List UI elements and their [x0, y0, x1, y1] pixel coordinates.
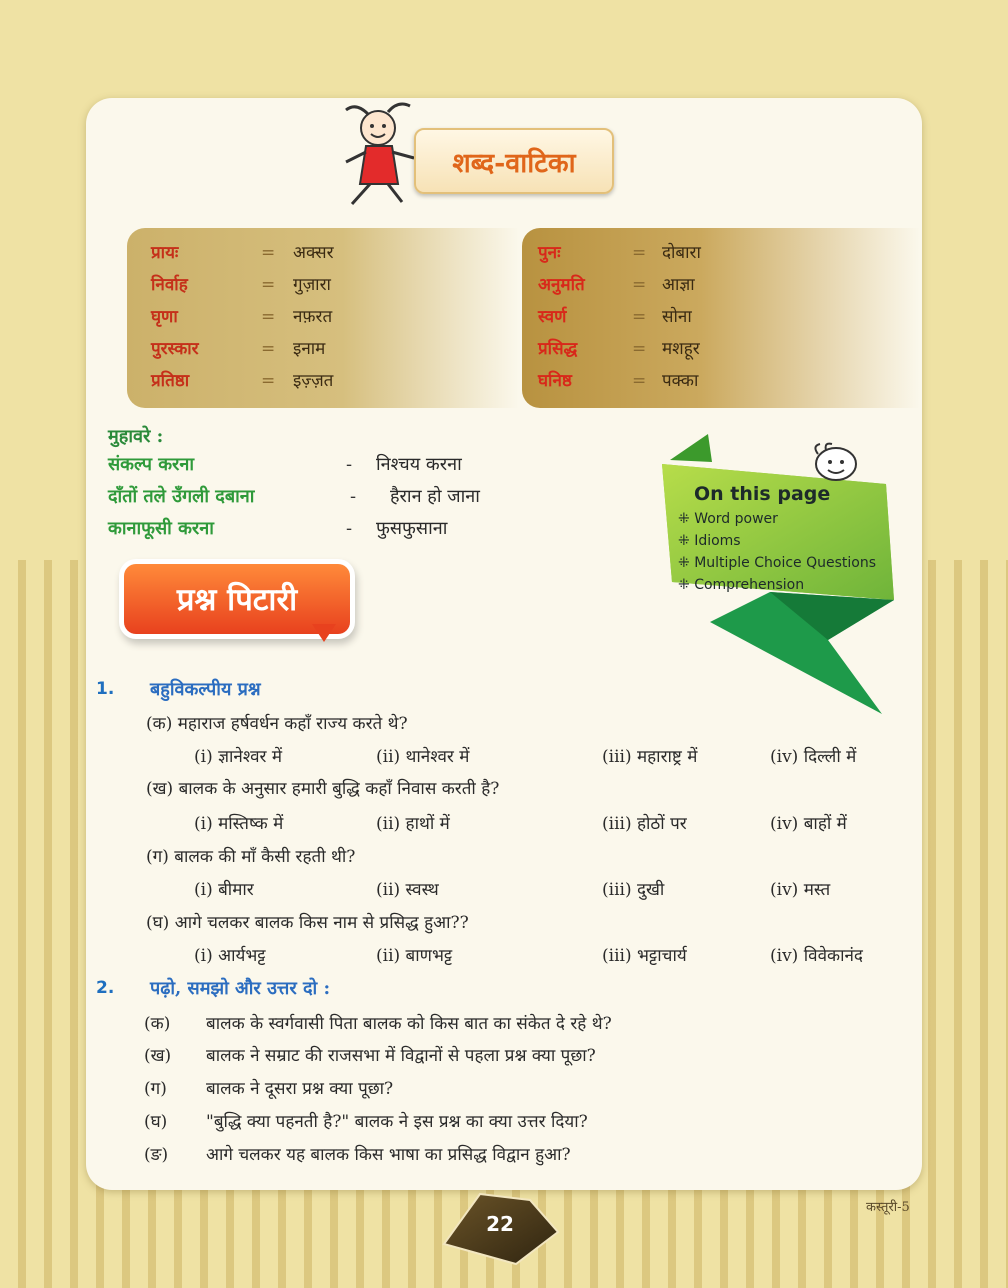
word-row: [538, 366, 898, 396]
banner-tail: [312, 624, 336, 642]
section-title: शब्द-वाटिका: [452, 147, 576, 179]
word-term: घृणा: [151, 307, 178, 327]
section-title-banner: [414, 128, 614, 194]
word-term: प्रसिद्ध: [538, 339, 578, 359]
equals-sign: =: [632, 275, 647, 295]
equals-sign: =: [261, 275, 276, 295]
book-title: कस्तूरी-5: [866, 1200, 910, 1215]
on-this-page-item: ⁜ Word power: [678, 511, 778, 527]
comprehension-question: बालक ने सम्राट की राजसभा में विद्वानों से पहला प्रश्न क्या पूछा?: [206, 1046, 596, 1066]
page-number: 22: [486, 1212, 514, 1236]
word-row: [538, 238, 898, 268]
mcq-question: (ग) बालक की माँ कैसी रहती थी?: [146, 847, 356, 867]
mcq-option: (i) आर्यभट्ट: [194, 946, 266, 966]
idiom-meaning: निश्चय करना: [376, 454, 462, 475]
on-this-page-item-label: Idioms: [694, 533, 741, 549]
word-meaning: सोना: [662, 307, 692, 327]
prashn-pitari-label: प्रश्न पिटारी: [176, 582, 298, 618]
mcq-option: (ii) बाणभट्ट: [376, 946, 453, 966]
mcq-option: (iii) भट्टाचार्य: [602, 946, 687, 966]
mcq-option: (i) ज्ञानेश्वर में: [194, 747, 283, 767]
word-row: [538, 302, 898, 332]
idiom-row: [108, 514, 448, 544]
question-number: 2.: [96, 978, 115, 998]
equals-sign: =: [261, 243, 276, 263]
comprehension-question: "बुद्धि क्या पहनती है?" बालक ने इस प्रश्न का क्या उत्तर दिया?: [206, 1112, 588, 1132]
idiom-row: [108, 450, 462, 480]
equals-sign: =: [261, 307, 276, 327]
mcq-option: (ii) थानेश्वर में: [376, 747, 470, 767]
word-meaning: इज़्ज़त: [293, 371, 334, 391]
mcq-option: (iv) विवेकानंद: [770, 946, 863, 966]
equals-sign: =: [261, 371, 276, 391]
question-mark: (घ): [144, 1112, 168, 1132]
idiom-dash: -: [346, 518, 353, 539]
idioms-heading: मुहावरे :: [108, 426, 164, 447]
word-box-left: [127, 228, 519, 408]
on-this-page-item-label: Comprehension: [694, 577, 805, 593]
on-this-page-item: ⁜ Multiple Choice Questions: [678, 555, 877, 571]
idiom-term: कानाफूसी करना: [108, 518, 214, 539]
idiom-term: संकल्प करना: [108, 454, 195, 475]
on-this-page-item-label: Word power: [694, 511, 778, 527]
word-meaning: दोबारा: [662, 243, 701, 263]
word-meaning: मशहूर: [662, 339, 700, 359]
equals-sign: =: [632, 243, 647, 263]
word-meaning: इनाम: [293, 339, 326, 359]
word-meaning: पक्का: [662, 371, 699, 391]
question-mark: (ङ): [144, 1145, 169, 1165]
word-term: अनुमति: [538, 275, 585, 295]
word-row: [151, 334, 511, 364]
word-term: प्रतिष्ठा: [151, 371, 190, 391]
equals-sign: =: [632, 371, 647, 391]
question-mark: (क): [144, 1014, 171, 1034]
on-this-page-item: ⁜ Comprehension: [678, 577, 805, 593]
equals-sign: =: [261, 339, 276, 359]
idiom-dash: -: [350, 486, 357, 507]
question-mark: (ग): [144, 1079, 167, 1099]
mcq-option: (iii) दुखी: [602, 880, 665, 900]
on-this-page-title: On this page: [694, 483, 831, 505]
word-term: निर्वाह: [151, 275, 188, 295]
comprehension-question: बालक के स्वर्गवासी पिता बालक को किस बात का संकेत दे रहे थे?: [206, 1014, 612, 1034]
mcq-option: (iii) महाराष्ट्र में: [602, 747, 698, 767]
word-term: घनिष्ठ: [538, 371, 572, 391]
word-row: [151, 238, 511, 268]
comprehension-question: बालक ने दूसरा प्रश्न क्या पूछा?: [206, 1079, 394, 1099]
mcq-option: (ii) हाथों में: [376, 814, 450, 834]
mcq-option: (i) बीमार: [194, 880, 254, 900]
question-number: 1.: [96, 679, 115, 699]
question-heading: पढ़ो, समझो और उत्तर दो :: [150, 978, 331, 999]
question-mark: (ख): [144, 1046, 172, 1066]
idiom-row: [108, 482, 480, 512]
idiom-meaning: फुसफुसाना: [376, 518, 448, 539]
smiley-face-icon: [806, 442, 862, 482]
mcq-option: (iii) होठों पर: [602, 814, 687, 834]
word-row: [151, 302, 511, 332]
word-meaning: गुज़ारा: [293, 275, 331, 295]
word-term: स्वर्ण: [538, 307, 567, 327]
on-this-page-item-label: Multiple Choice Questions: [694, 555, 877, 571]
comprehension-question: आगे चलकर यह बालक किस भाषा का प्रसिद्ध विद्वान हुआ?: [206, 1145, 571, 1165]
mcq-option: (i) मस्तिष्क में: [194, 814, 284, 834]
idiom-term: दाँतों तले उँगली दबाना: [108, 486, 255, 507]
equals-sign: =: [632, 307, 647, 327]
word-term: पुरस्कार: [151, 339, 199, 359]
mcq-question: (क) महाराज हर्षवर्धन कहाँ राज्य करते थे?: [146, 714, 408, 734]
word-row: [151, 366, 511, 396]
word-meaning: नफ़रत: [293, 307, 333, 327]
mcq-option: (iv) दिल्ली में: [770, 747, 857, 767]
word-row: [151, 270, 511, 300]
word-term: प्रायः: [151, 243, 179, 263]
question-heading: बहुविकल्पीय प्रश्न: [150, 679, 261, 700]
mcq-question: (घ) आगे चलकर बालक किस नाम से प्रसिद्ध हुआ??: [146, 913, 469, 933]
word-term: पुनः: [538, 243, 561, 263]
idiom-dash: -: [346, 454, 353, 475]
mcq-option: (iv) बाहों में: [770, 814, 847, 834]
word-row: [538, 334, 898, 364]
equals-sign: =: [632, 339, 647, 359]
mcq-question: (ख) बालक के अनुसार हमारी बुद्धि कहाँ निवास करती है?: [146, 779, 500, 799]
word-meaning: अक्सर: [293, 243, 334, 263]
word-meaning: आज्ञा: [662, 275, 695, 295]
word-row: [538, 270, 898, 300]
on-this-page-item: ⁜ Idioms: [678, 533, 741, 549]
mcq-option: (iv) मस्त: [770, 880, 831, 900]
idiom-meaning: हैरान हो जाना: [390, 486, 480, 507]
word-box-right: [522, 228, 920, 408]
mcq-option: (ii) स्वस्थ: [376, 880, 439, 900]
